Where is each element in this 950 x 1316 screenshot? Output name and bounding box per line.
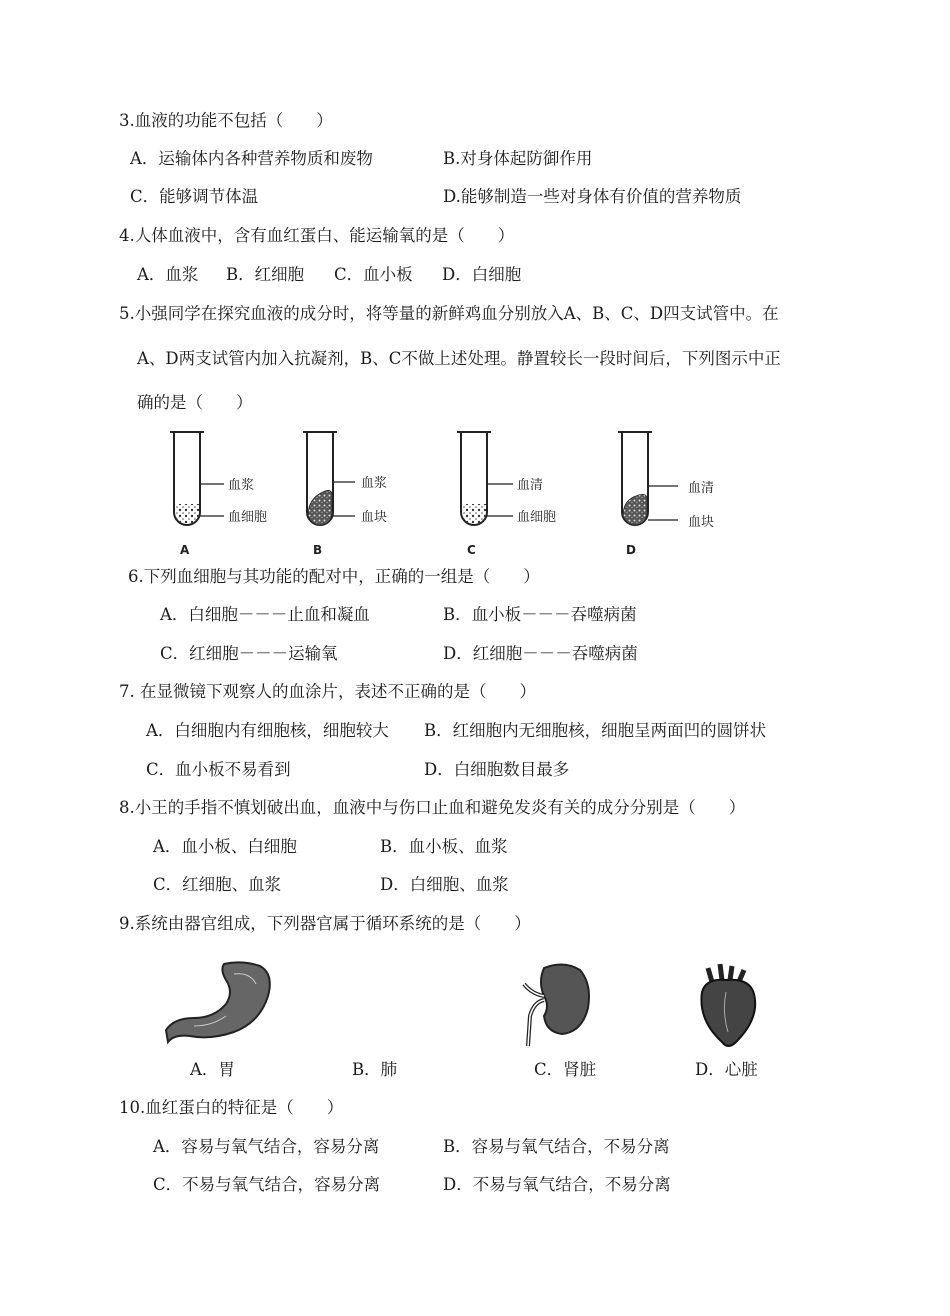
question-9-option-a: A．胃: [190, 1060, 235, 1079]
question-10-option-a: A．容易与氧气结合，容易分离: [153, 1137, 380, 1156]
question-5-stem-line-1: 5.小强同学在探究血液的成分时，将等量的新鲜鸡血分别放入A、B、C、D四支试管中。在: [119, 304, 779, 323]
tube-c-top-label: 血清: [517, 478, 544, 493]
question-4-option-a: A．血浆: [137, 265, 199, 284]
question-9-option-c: C．肾脏: [534, 1060, 597, 1079]
question-3-stem: 3.血液的功能不包括（ ）: [119, 111, 333, 130]
question-3-option-d: D.能够制造一些对身体有价值的营养物质: [443, 187, 742, 206]
stomach-image: [164, 960, 274, 1046]
question-8-option-d: D．白细胞、血浆: [380, 875, 509, 894]
tube-a: [170, 432, 267, 557]
tube-d-top-label: 血清: [688, 481, 715, 496]
tube-b-top-label: 血浆: [361, 476, 388, 491]
question-3-option-a: A．运输体内各种营养物质和废物: [130, 149, 373, 168]
tube-a-top-label: 血浆: [228, 478, 255, 493]
question-9-stem: 9.系统由器官组成，下列器官属于循环系统的是（ ）: [119, 914, 531, 933]
tube-b: [303, 432, 387, 557]
question-7-option-a: A．白细胞内有细胞核，细胞较大: [146, 721, 389, 740]
tube-d: [618, 432, 714, 557]
question-7-option-b: B．红细胞内无细胞核，细胞呈两面凹的圆饼状: [424, 721, 767, 740]
question-10-option-c: C．不易与氧气结合，容易分离: [153, 1175, 381, 1194]
question-6-stem: 6.下列血细胞与其功能的配对中，正确的一组是（ ）: [128, 567, 540, 586]
tube-b-letter: B: [313, 543, 323, 557]
question-8-option-b: B．血小板、血浆: [380, 837, 508, 856]
question-8-option-a: A．血小板、白细胞: [153, 837, 297, 856]
tube-a-letter: A: [180, 543, 190, 557]
question-7-stem: 7. 在显微镜下观察人的血涂片，表述不正确的是（ ）: [119, 682, 536, 701]
question-5-stem-line-3: 确的是（ ）: [137, 393, 253, 412]
question-4-option-c: C．血小板: [334, 265, 413, 284]
question-7-option-d: D．白细胞数目最多: [424, 760, 570, 779]
question-9-option-d: D．心脏: [695, 1060, 758, 1079]
question-10-stem: 10.血红蛋白的特征是（ ）: [119, 1098, 344, 1117]
question-10-option-d: D．不易与氧气结合，不易分离: [443, 1175, 671, 1194]
question-4-option-b: B．红细胞: [226, 265, 305, 284]
question-4-option-d: D．白细胞: [442, 265, 522, 284]
tube-c: [457, 432, 556, 557]
question-9-option-b: B．肺: [352, 1060, 398, 1079]
question-6-option-b: B．血小板－－－吞噬病菌: [443, 605, 637, 624]
tube-d-bottom-label: 血块: [688, 515, 715, 530]
question-6-option-a: A．白细胞－－－止血和凝血: [160, 605, 370, 624]
tube-b-bottom-label: 血块: [361, 510, 388, 525]
question-6-option-d: D．红细胞－－－吞噬病菌: [443, 644, 638, 663]
tube-a-bottom-label: 血细胞: [228, 510, 268, 525]
tube-c-letter: C: [467, 543, 476, 557]
tube-c-bottom-label: 血细胞: [517, 510, 557, 525]
kidney-image: [514, 960, 594, 1050]
heart-image: [692, 962, 762, 1052]
question-8-option-c: C．红细胞、血浆: [153, 875, 282, 894]
question-4-stem: 4.人体血液中，含有血红蛋白、能运输氧的是（ ）: [119, 226, 515, 245]
tube-d-letter: D: [626, 543, 636, 557]
question-5-stem-line-2: A、D两支试管内加入抗凝剂，B、C不做上述处理。静置较长一段时间后，下列图示中正: [137, 349, 781, 368]
question-7-option-c: C．血小板不易看到: [146, 760, 291, 779]
question-3-option-c: C．能够调节体温: [130, 187, 259, 206]
question-3-option-b: B.对身体起防御作用: [443, 149, 593, 168]
question-10-option-b: B．容易与氧气结合，不易分离: [443, 1137, 670, 1156]
question-6-option-c: C．红细胞－－－运输氧: [160, 644, 338, 663]
question-8-stem: 8.小王的手指不慎划破出血，血液中与伤口止血和避免发炎有关的成分分别是（ ）: [119, 798, 746, 817]
test-tubes-figure: [160, 424, 728, 562]
